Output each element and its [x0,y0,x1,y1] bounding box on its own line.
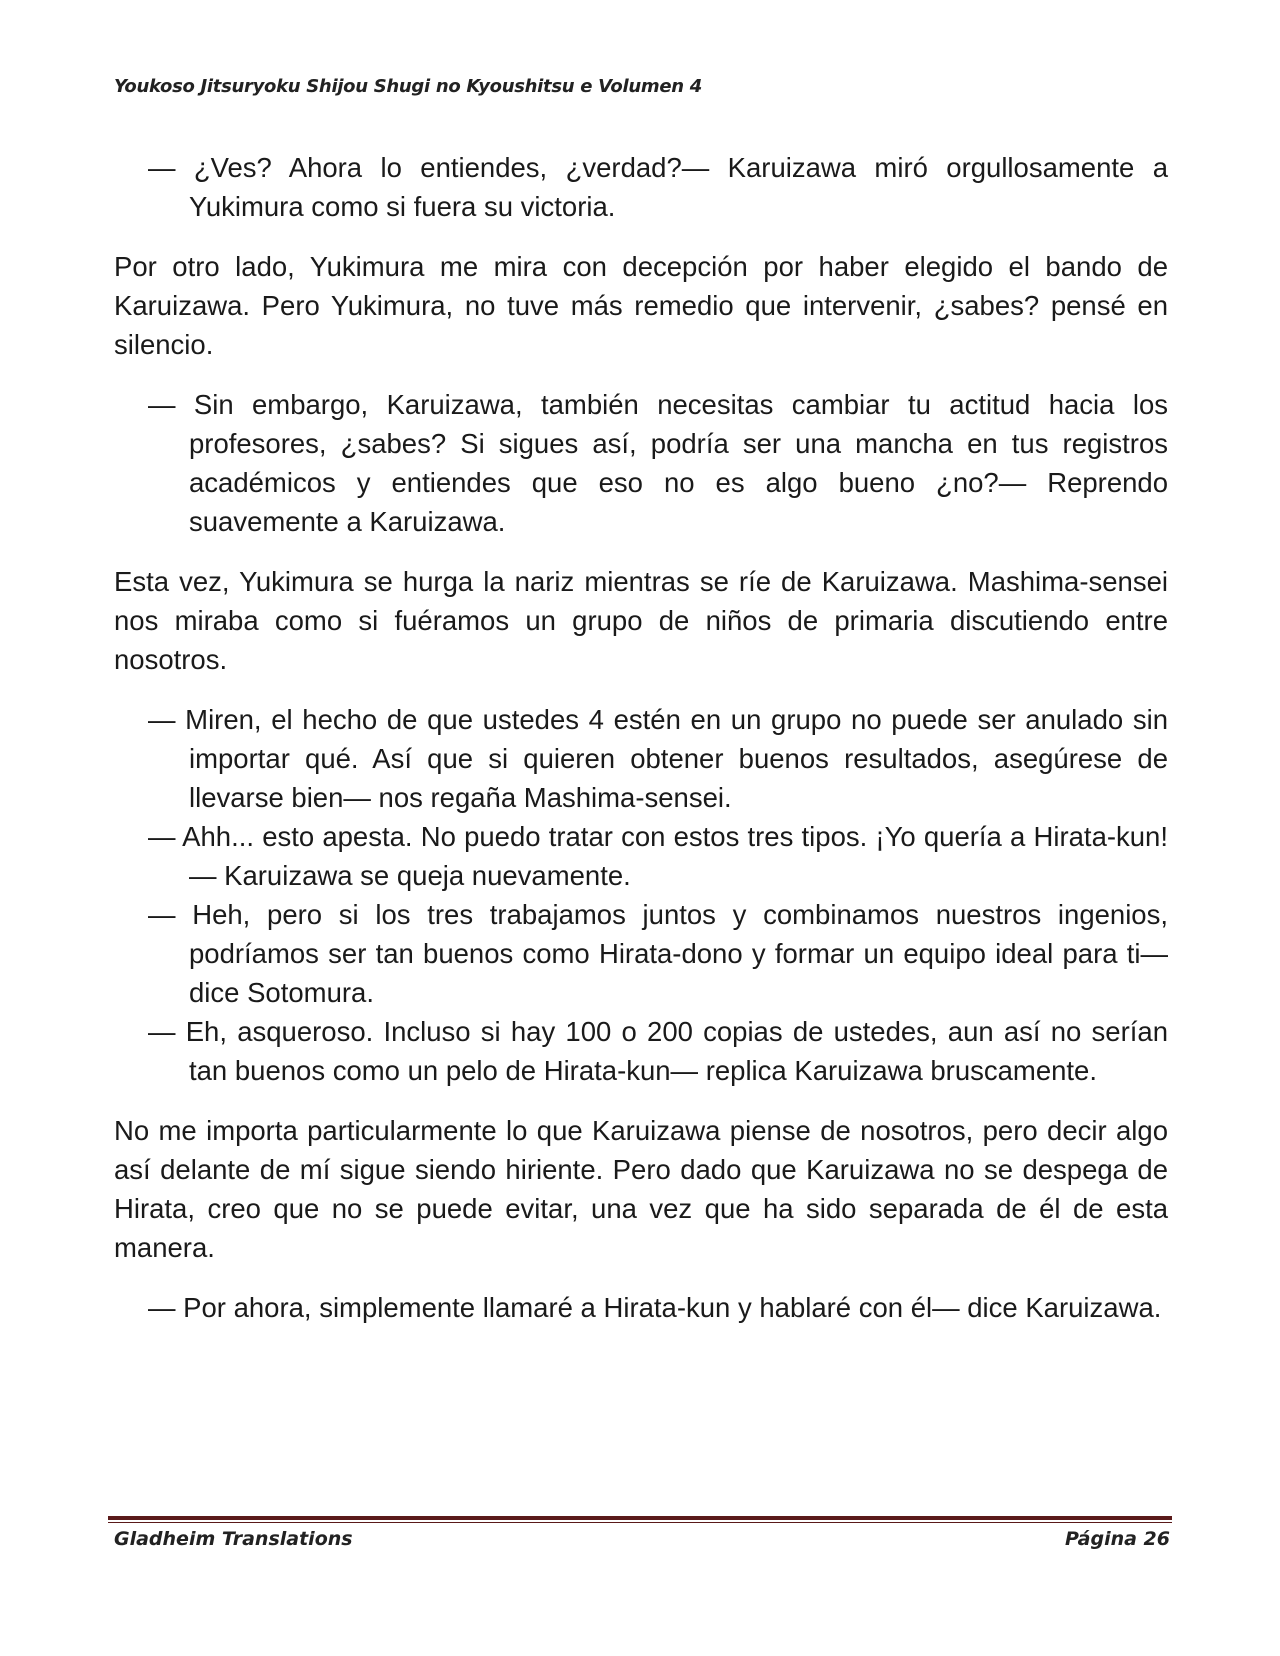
narration-paragraph: Por otro lado, Yukimura me mira con decepción por haber elegido el bando de Karuizawa. Pero Yukimura, no tuve más remedio que intervenir, ¿sabes? pensé en silencio. [114,251,1168,360]
dialogue-line: — Sin embargo, Karuizawa, también necesitas cambiar tu actitud hacia los profesores, ¿sabes? Si sigues así, podría ser una mancha en tus registros académicos y entiendes que eso no es algo bueno ¿no?— Reprendo suavemente a Karuizawa. [148,389,1168,537]
dialogue-line: — Eh, asqueroso. Incluso si hay 100 o 200 copias de ustedes, aun así no serían tan buenos como un pelo de Hirata-kun— replica Karuizawa bruscamente. [148,1016,1168,1086]
dialogue-block [114,700,1168,1090]
footer-divider-thin [108,1522,1172,1523]
footer-divider [108,1516,1172,1526]
dialogue-block [114,385,1168,541]
dialogue-block [114,1288,1168,1327]
dialogue-line: — Heh, pero si los tres trabajamos juntos y combinamos nuestros ingenios, podríamos ser tan buenos como Hirata-dono y formar un equipo ideal para ti— dice Sotomura. [148,899,1168,1008]
dialogue-line: — ¿Ves? Ahora lo entiendes, ¿verdad?— Karuizawa miró orgullosamente a Yukimura como si fuera su victoria. [148,152,1168,222]
dialogue-line: — Miren, el hecho de que ustedes 4 estén en un grupo no puede ser anulado sin importar qué. Así que si quieren obtener buenos resultados, asegúrese de llevarse bien— nos regaña Mashima-sensei. [148,704,1168,813]
body-text [114,148,1168,1348]
dialogue-line: — Por ahora, simplemente llamaré a Hirata-kun y hablaré con él— dice Karuizawa. [148,1292,1162,1323]
dialogue-line: — Ahh... esto apesta. No puedo tratar con estos tres tipos. ¡Yo quería a Hirata-kun!— Karuizawa se queja nuevamente. [148,821,1168,891]
narration-paragraph: Esta vez, Yukimura se hurga la nariz mientras se ríe de Karuizawa. Mashima-sensei nos miraba como si fuéramos un grupo de niños de primaria discutiendo entre nosotros. [114,566,1168,675]
footer-credit: Gladheim Translations [114,1528,353,1550]
narration-paragraph: No me importa particularmente lo que Karuizawa piense de nosotros, pero decir algo así delante de mí sigue siendo hiriente. Pero dado que Karuizawa no se despega de Hirata, creo que no se puede evitar, una vez que ha sido separada de él de esta manera. [114,1115,1168,1263]
page-number: Página 26 [1064,1528,1170,1550]
dialogue-block [114,148,1168,226]
footer-divider-thick [108,1516,1172,1520]
running-header: Youkoso Jitsuryoku Shijou Shugi no Kyoushitsu e Volumen 4 [114,76,702,97]
